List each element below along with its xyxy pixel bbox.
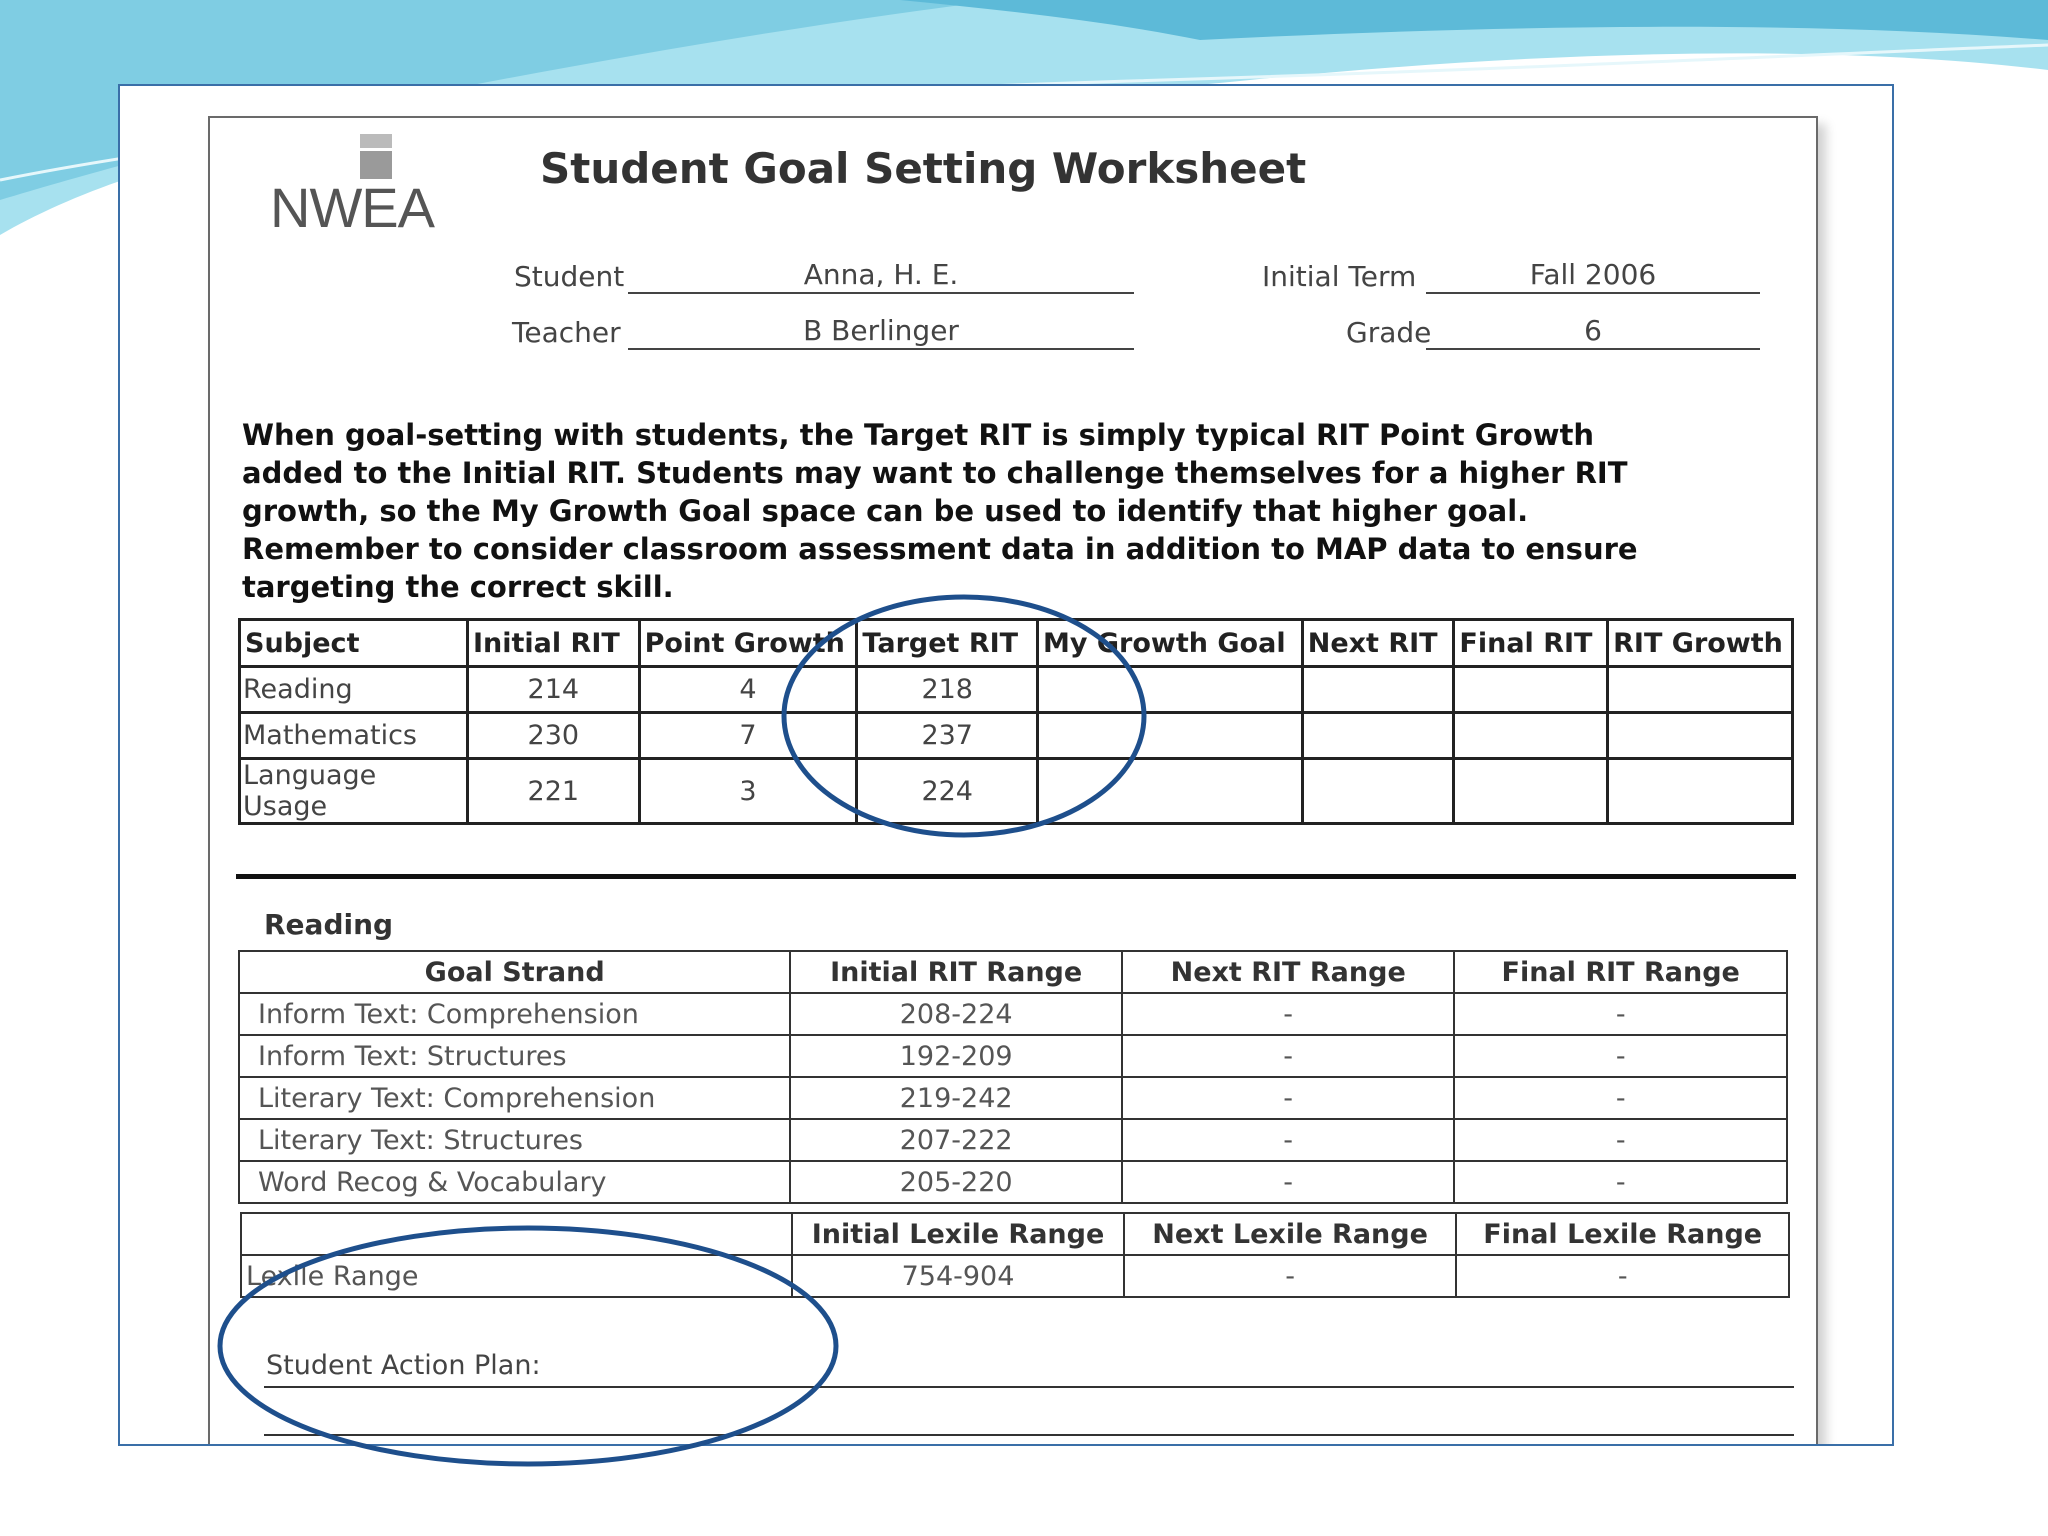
logo-text: NWEA	[270, 176, 434, 239]
table-row	[240, 713, 1793, 759]
col-header: RIT Growth	[1608, 620, 1793, 667]
table-cell: 4	[639, 667, 857, 713]
col-header: Subject	[240, 620, 468, 667]
table-cell: -	[1122, 1161, 1455, 1203]
col-header: Initial RIT Range	[790, 951, 1122, 993]
table-cell: 205-220	[790, 1161, 1122, 1203]
table-cell: 218	[857, 667, 1038, 713]
strand-header-row	[239, 951, 1787, 993]
table-cell: 7	[639, 713, 857, 759]
col-header: My Growth Goal	[1038, 620, 1303, 667]
table-cell	[1038, 759, 1303, 824]
col-header	[241, 1213, 792, 1255]
table-cell	[1608, 759, 1793, 824]
col-header: Initial RIT	[468, 620, 640, 667]
table-cell: 3	[639, 759, 857, 824]
table-cell	[1302, 713, 1454, 759]
table-cell	[1302, 667, 1454, 713]
subject-cell: Language Usage	[240, 759, 468, 824]
col-header: Target RIT	[857, 620, 1038, 667]
table-row	[239, 1161, 1787, 1203]
table-cell: -	[1454, 1077, 1787, 1119]
rit-summary-table	[238, 618, 1794, 825]
section-divider	[236, 874, 1796, 879]
col-header: Final Lexile Range	[1456, 1213, 1789, 1255]
col-header: Initial Lexile Range	[792, 1213, 1124, 1255]
table-cell	[1608, 667, 1793, 713]
table-cell: -	[1454, 1161, 1787, 1203]
grade-label: Grade	[1346, 316, 1432, 349]
table-cell: 754-904	[792, 1255, 1124, 1297]
col-header: Next Lexile Range	[1124, 1213, 1457, 1255]
col-header: Next RIT	[1302, 620, 1454, 667]
student-label: Student	[514, 260, 625, 293]
lexile-header-row	[241, 1213, 1789, 1255]
summary-header-row	[240, 620, 1793, 667]
teacher-label: Teacher	[512, 316, 621, 349]
table-row	[241, 1255, 1789, 1297]
table-cell: 230	[468, 713, 640, 759]
col-header: Next RIT Range	[1122, 951, 1455, 993]
nwea-logo	[266, 134, 456, 244]
strand-name: Inform Text: Comprehension	[239, 993, 790, 1035]
table-cell: -	[1122, 1035, 1455, 1077]
student-value: Anna, H. E.	[628, 258, 1134, 294]
table-cell: 214	[468, 667, 640, 713]
table-cell: -	[1454, 993, 1787, 1035]
action-plan-line	[264, 1434, 1794, 1436]
table-cell: -	[1122, 1119, 1455, 1161]
table-row	[240, 759, 1793, 824]
grade-value: 6	[1426, 314, 1760, 350]
instructions-paragraph: When goal-setting with students, the Target RIT is simply typical RIT Point Growth added to the Initial RIT. Students may want to challenge themselves for a higher RIT growth, so the My Growth Goal space can be used to identify that higher goal. Remember to consider classroom assessment data in addition to MAP data to ensure targeting the correct skill.	[242, 418, 1638, 604]
strand-name: Word Recog & Vocabulary	[239, 1161, 790, 1203]
col-header: Final RIT	[1454, 620, 1608, 667]
worksheet-title: Student Goal Setting Worksheet	[540, 144, 1307, 193]
table-row	[239, 1035, 1787, 1077]
table-row	[240, 667, 1793, 713]
subject-cell: Mathematics	[240, 713, 468, 759]
table-cell	[1454, 713, 1608, 759]
table-cell: 207-222	[790, 1119, 1122, 1161]
table-row	[239, 1119, 1787, 1161]
table-cell: 237	[857, 713, 1038, 759]
table-cell: 192-209	[790, 1035, 1122, 1077]
table-cell	[1302, 759, 1454, 824]
table-cell	[1454, 667, 1608, 713]
col-header: Goal Strand	[239, 951, 790, 993]
strand-name: Literary Text: Comprehension	[239, 1077, 790, 1119]
teacher-value: B Berlinger	[628, 314, 1134, 350]
worksheet-page	[208, 116, 1818, 1446]
subject-cell: Reading	[240, 667, 468, 713]
reading-section-label: Reading	[264, 908, 394, 941]
table-cell	[1038, 667, 1303, 713]
table-cell	[1608, 713, 1793, 759]
action-plan-label: Student Action Plan:	[266, 1350, 541, 1381]
table-cell: -	[1124, 1255, 1457, 1297]
table-cell	[1038, 713, 1303, 759]
table-cell: 208-224	[790, 993, 1122, 1035]
table-cell: -	[1122, 1077, 1455, 1119]
table-cell: 219-242	[790, 1077, 1122, 1119]
col-header: Point Growth	[639, 620, 857, 667]
initial-term-value: Fall 2006	[1426, 258, 1760, 294]
slide-frame	[118, 84, 1894, 1446]
strand-name: Literary Text: Structures	[239, 1119, 790, 1161]
action-plan-line	[264, 1386, 1794, 1388]
goal-strand-table	[238, 950, 1788, 1204]
table-cell: -	[1454, 1035, 1787, 1077]
lexile-table	[240, 1212, 1790, 1298]
table-cell	[1454, 759, 1608, 824]
table-row	[239, 993, 1787, 1035]
table-cell: 221	[468, 759, 640, 824]
initial-term-label: Initial Term	[1262, 260, 1417, 293]
strand-name: Inform Text: Structures	[239, 1035, 790, 1077]
table-row	[239, 1077, 1787, 1119]
lexile-row-label: Lexile Range	[241, 1255, 792, 1297]
table-cell: -	[1454, 1119, 1787, 1161]
col-header: Final RIT Range	[1454, 951, 1787, 993]
table-cell: -	[1122, 993, 1455, 1035]
table-cell: 224	[857, 759, 1038, 824]
table-cell: -	[1456, 1255, 1789, 1297]
